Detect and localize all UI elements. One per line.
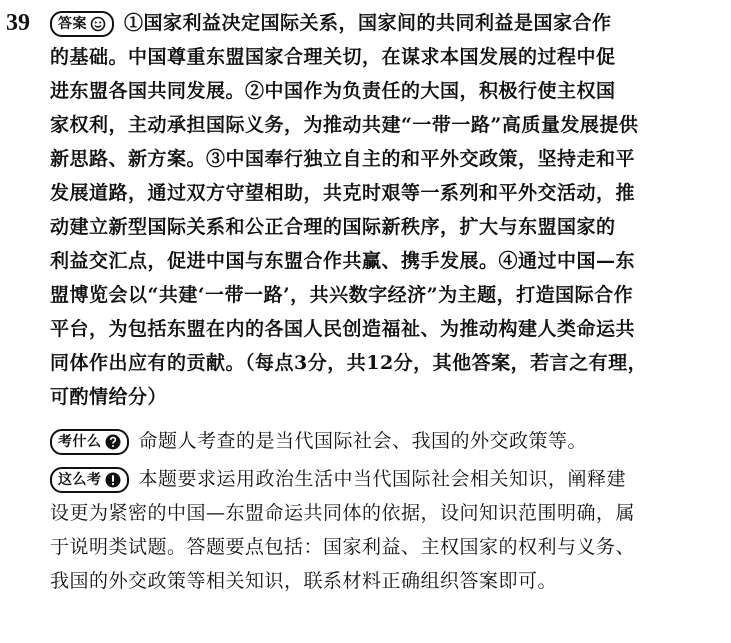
how-tested-text-1: 本题要求运用政治生活中当代国际社会相关知识，阐释建 xyxy=(138,468,627,490)
how-tested-line-4: 我国的外交政策等相关知识，联系材料正确组织答案即可。 xyxy=(50,570,558,592)
how-tested-badge xyxy=(50,467,129,493)
answer-badge-label: 答案 xyxy=(58,16,87,32)
answer-line-5: 新思路、新方案。③中国奉行独立自主的和平外交政策，坚持走和平 xyxy=(50,148,636,170)
answer-line-1 xyxy=(50,10,612,37)
answer-line-12: 可酌情给分） xyxy=(50,386,168,408)
answer-line-8: 利益交汇点，促进中国与东盟合作共赢、携手发展。④通过中国—东 xyxy=(50,250,636,272)
how-tested-line-1 xyxy=(50,466,626,493)
answer-line-6: 发展道路，通过双方守望相助，共克时艰等一系列和平外交活动，推 xyxy=(50,182,636,204)
answer-line-2: 的基础。中国尊重东盟国家合理关切，在谋求本国发展的过程中促 xyxy=(50,46,616,68)
exclamation-icon xyxy=(105,472,121,488)
how-tested-badge-label: 这么考 xyxy=(58,472,102,488)
how-tested-line-2: 设更为紧密的中国—东盟命运共同体的依据，设问知识范围明确，属 xyxy=(50,502,636,524)
question-number: 39 xyxy=(6,10,30,36)
answer-line-11: 同体作出应有的贡献。（每点3分，共12分，其他答案，若言之有理， xyxy=(50,352,648,374)
what-tested-line xyxy=(50,428,587,455)
smiley-icon xyxy=(90,16,106,32)
what-tested-text: 命题人考查的是当代国际社会、我国的外交政策等。 xyxy=(138,430,588,452)
answer-text: ①国家利益决定国际关系，国家间的共同利益是国家合作 xyxy=(124,12,612,34)
answer-badge xyxy=(50,11,114,37)
question-mark-icon xyxy=(105,434,121,450)
what-tested-badge-label: 考什么 xyxy=(58,434,102,450)
answer-line-10: 平台，为包括东盟在内的各国人民创造福祉、为推动构建人类命运共 xyxy=(50,318,636,340)
answer-line-7: 动建立新型国际关系和公正合理的国际新秩序，扩大与东盟国家的 xyxy=(50,216,616,238)
how-tested-line-3: 于说明类试题。答题要点包括：国家利益、主权国家的权利与义务、 xyxy=(50,536,636,558)
answer-line-3: 进东盟各国共同发展。②中国作为负责任的大国，积极行使主权国 xyxy=(50,80,616,102)
what-tested-badge xyxy=(50,429,129,455)
answer-line-4: 家权利，主动承担国际义务，为推动共建“一带一路”高质量发展提供 xyxy=(50,114,639,136)
answer-line-9: 盟博览会以“共建‘一带一路’，共兴数字经济”为主题，打造国际合作 xyxy=(50,284,634,306)
